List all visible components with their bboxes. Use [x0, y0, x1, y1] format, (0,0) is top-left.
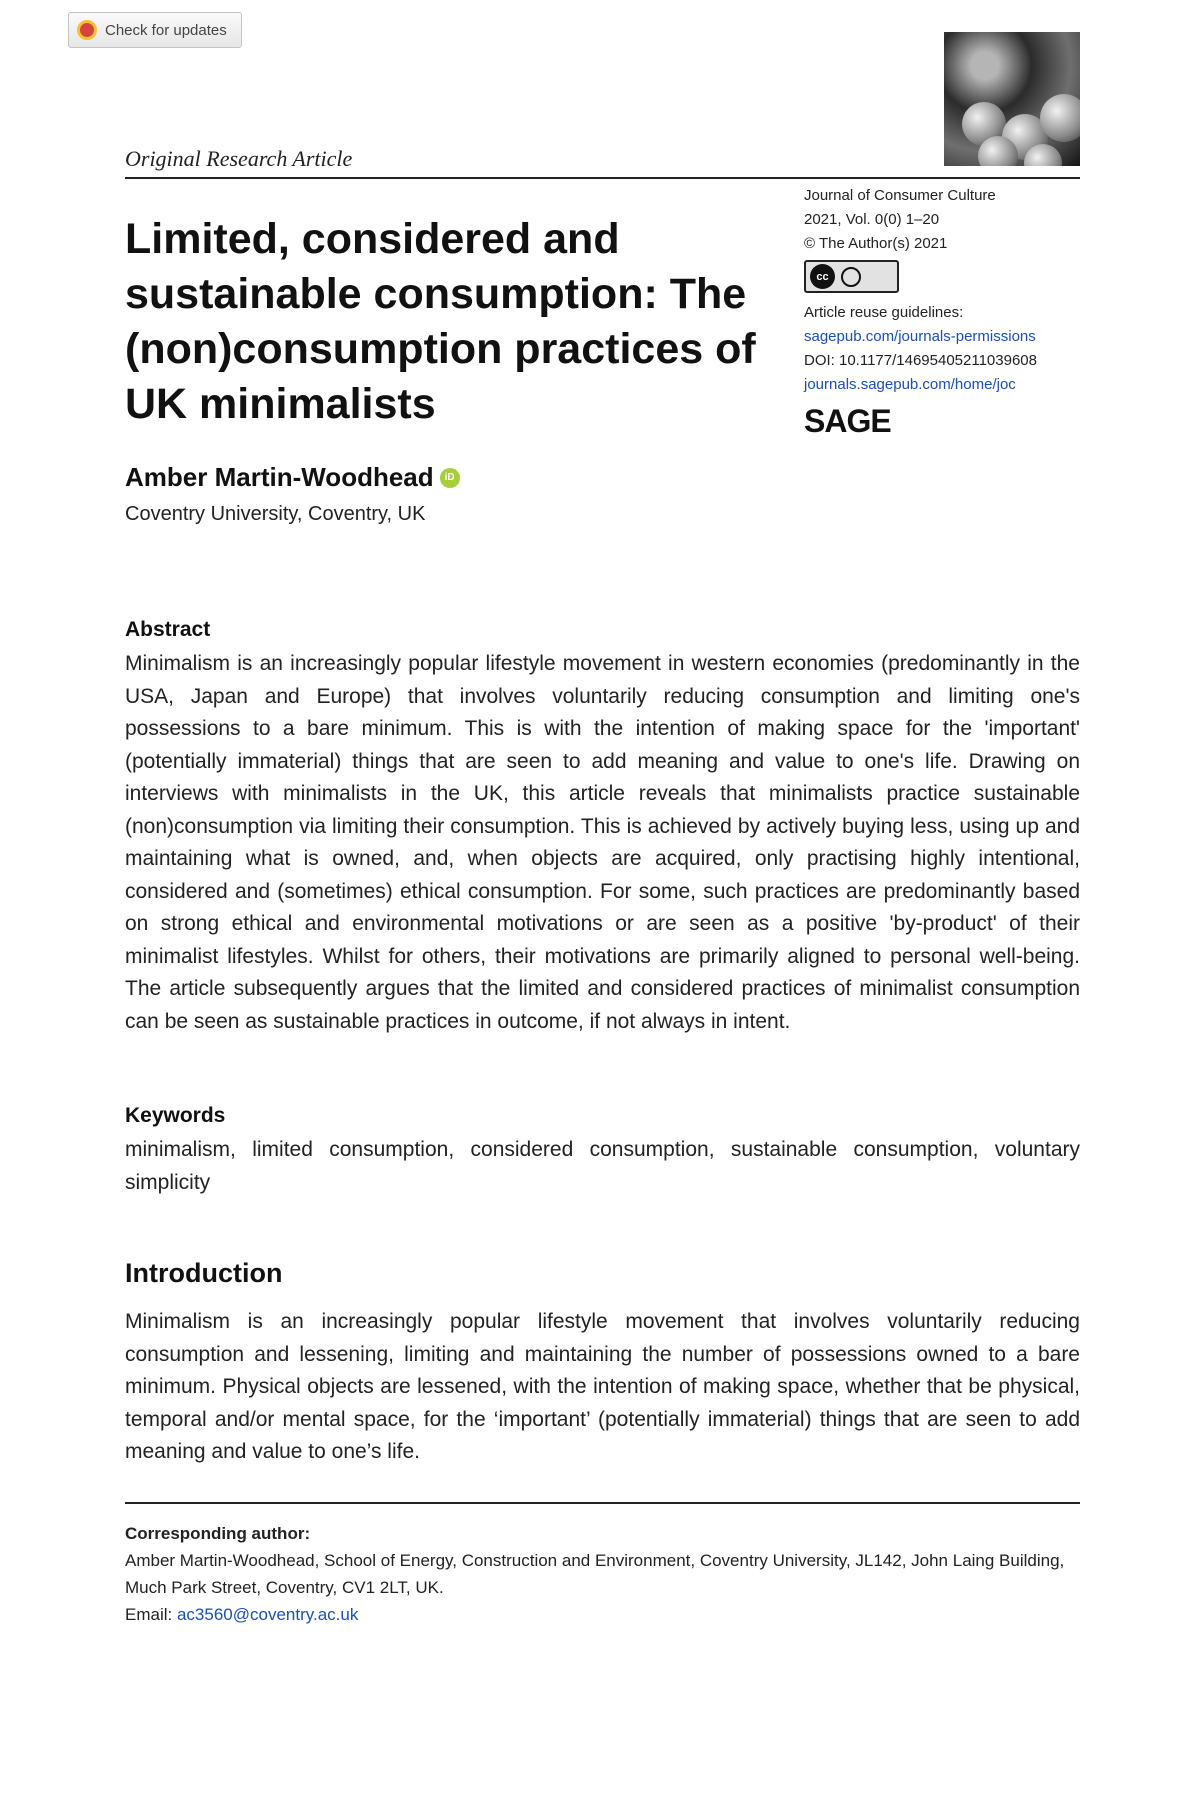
abstract-text: Minimalism is an increasingly popular lifestyle movement in western economies (predominantly in the USA, Japan and Europe) that involves voluntarily reducing consumption and limiting one's possessions to a bare minimum. This is with the intention of making space for the 'important' (potentially immaterial) things that are seen to add meaning and value to one's life. Drawing on interviews with minimalists in the UK, this article reveals that minimalists practice sustainable (non)consumption via limiting their consumption. This is achieved by actively buying less, using up and maintaining what is owned, and, when objects are acquired, only practising highly intentional, considered and (sometimes) ethical consumption. For some, such practices are predominantly based on strong ethical and environmental motivations or are seen as a positive 'by-product' of their minimalist lifestyles. Whilst for others, their motivations are primarily aligned to personal well-being. The article subsequently argues that the limited and considered practices of minimalist consumption can be seen as sustainable practices in outcome, if not always in intent. — [125, 652, 1080, 1033]
cc-logo-icon: cc — [810, 264, 835, 289]
check-for-updates-label: Check for updates — [105, 21, 227, 39]
orcid-icon[interactable]: iD — [440, 468, 460, 488]
journal-volume: 2021, Vol. 0(0) 1–20 — [804, 211, 940, 228]
article-type-label: Original Research Article — [125, 146, 353, 171]
author-line — [125, 462, 460, 493]
email-line — [125, 1601, 1080, 1628]
journal-name: Journal of Consumer Culture — [804, 187, 996, 204]
permissions-link[interactable]: sagepub.com/journals-permissions — [804, 328, 1036, 345]
header-divider — [125, 177, 1080, 179]
corresponding-author-block — [125, 1520, 1080, 1628]
creative-commons-license-badge[interactable] — [804, 260, 899, 293]
keywords-heading: Keywords — [125, 1104, 226, 1127]
keywords-text: minimalism, limited consumption, considered consumption, sustainable consumption, voluntary simplicity — [125, 1138, 1080, 1194]
introduction-heading: Introduction — [125, 1258, 283, 1288]
article-title: Limited, considered and sustainable consumption: The (non)consumption practices of UK minimalists — [125, 215, 756, 428]
footnote-divider — [125, 1502, 1080, 1504]
email-link[interactable]: ac3560@coventry.ac.uk — [176, 1605, 359, 1624]
copyright-notice: © The Author(s) 2021 — [804, 235, 948, 252]
attribution-person-icon — [841, 267, 861, 287]
abstract-heading: Abstract — [125, 618, 211, 641]
reuse-guidelines-label: Article reuse guidelines: — [804, 304, 964, 321]
author-name: Amber Martin-Woodhead — [125, 462, 434, 492]
doi-text: DOI: 10.1177/14695405211039608 — [804, 352, 1037, 369]
journal-cover-image — [944, 32, 1080, 166]
corresponding-author-label: Corresponding author: — [125, 1524, 311, 1543]
author-affiliation: Coventry University, Coventry, UK — [125, 503, 426, 525]
corresponding-author-address: Amber Martin-Woodhead, School of Energy, Construction and Environment, Coventry University, JL142, John Laing Building, Much Park Street, Coventry, CV1 2LT, UK. — [125, 1551, 1065, 1597]
journal-info-panel — [804, 184, 1094, 441]
introduction-text: Minimalism is an increasingly popular lifestyle movement that involves voluntarily reducing consumption and lessening, limiting and maintaining the number of possessions owned to a bare minimum. Physical objects are lessened, with the intention of making space, whether that be physical, temporal and/or mental space, for the ‘important’ (potentially immaterial) things that are seen to add meaning and value to one’s life. — [125, 1310, 1080, 1463]
journal-homepage-link[interactable]: journals.sagepub.com/home/joc — [804, 376, 1016, 393]
email-label: Email: — [125, 1605, 173, 1624]
updates-icon — [77, 20, 97, 40]
check-for-updates-button[interactable] — [68, 12, 242, 48]
sage-logo: SAGE — [804, 403, 891, 439]
